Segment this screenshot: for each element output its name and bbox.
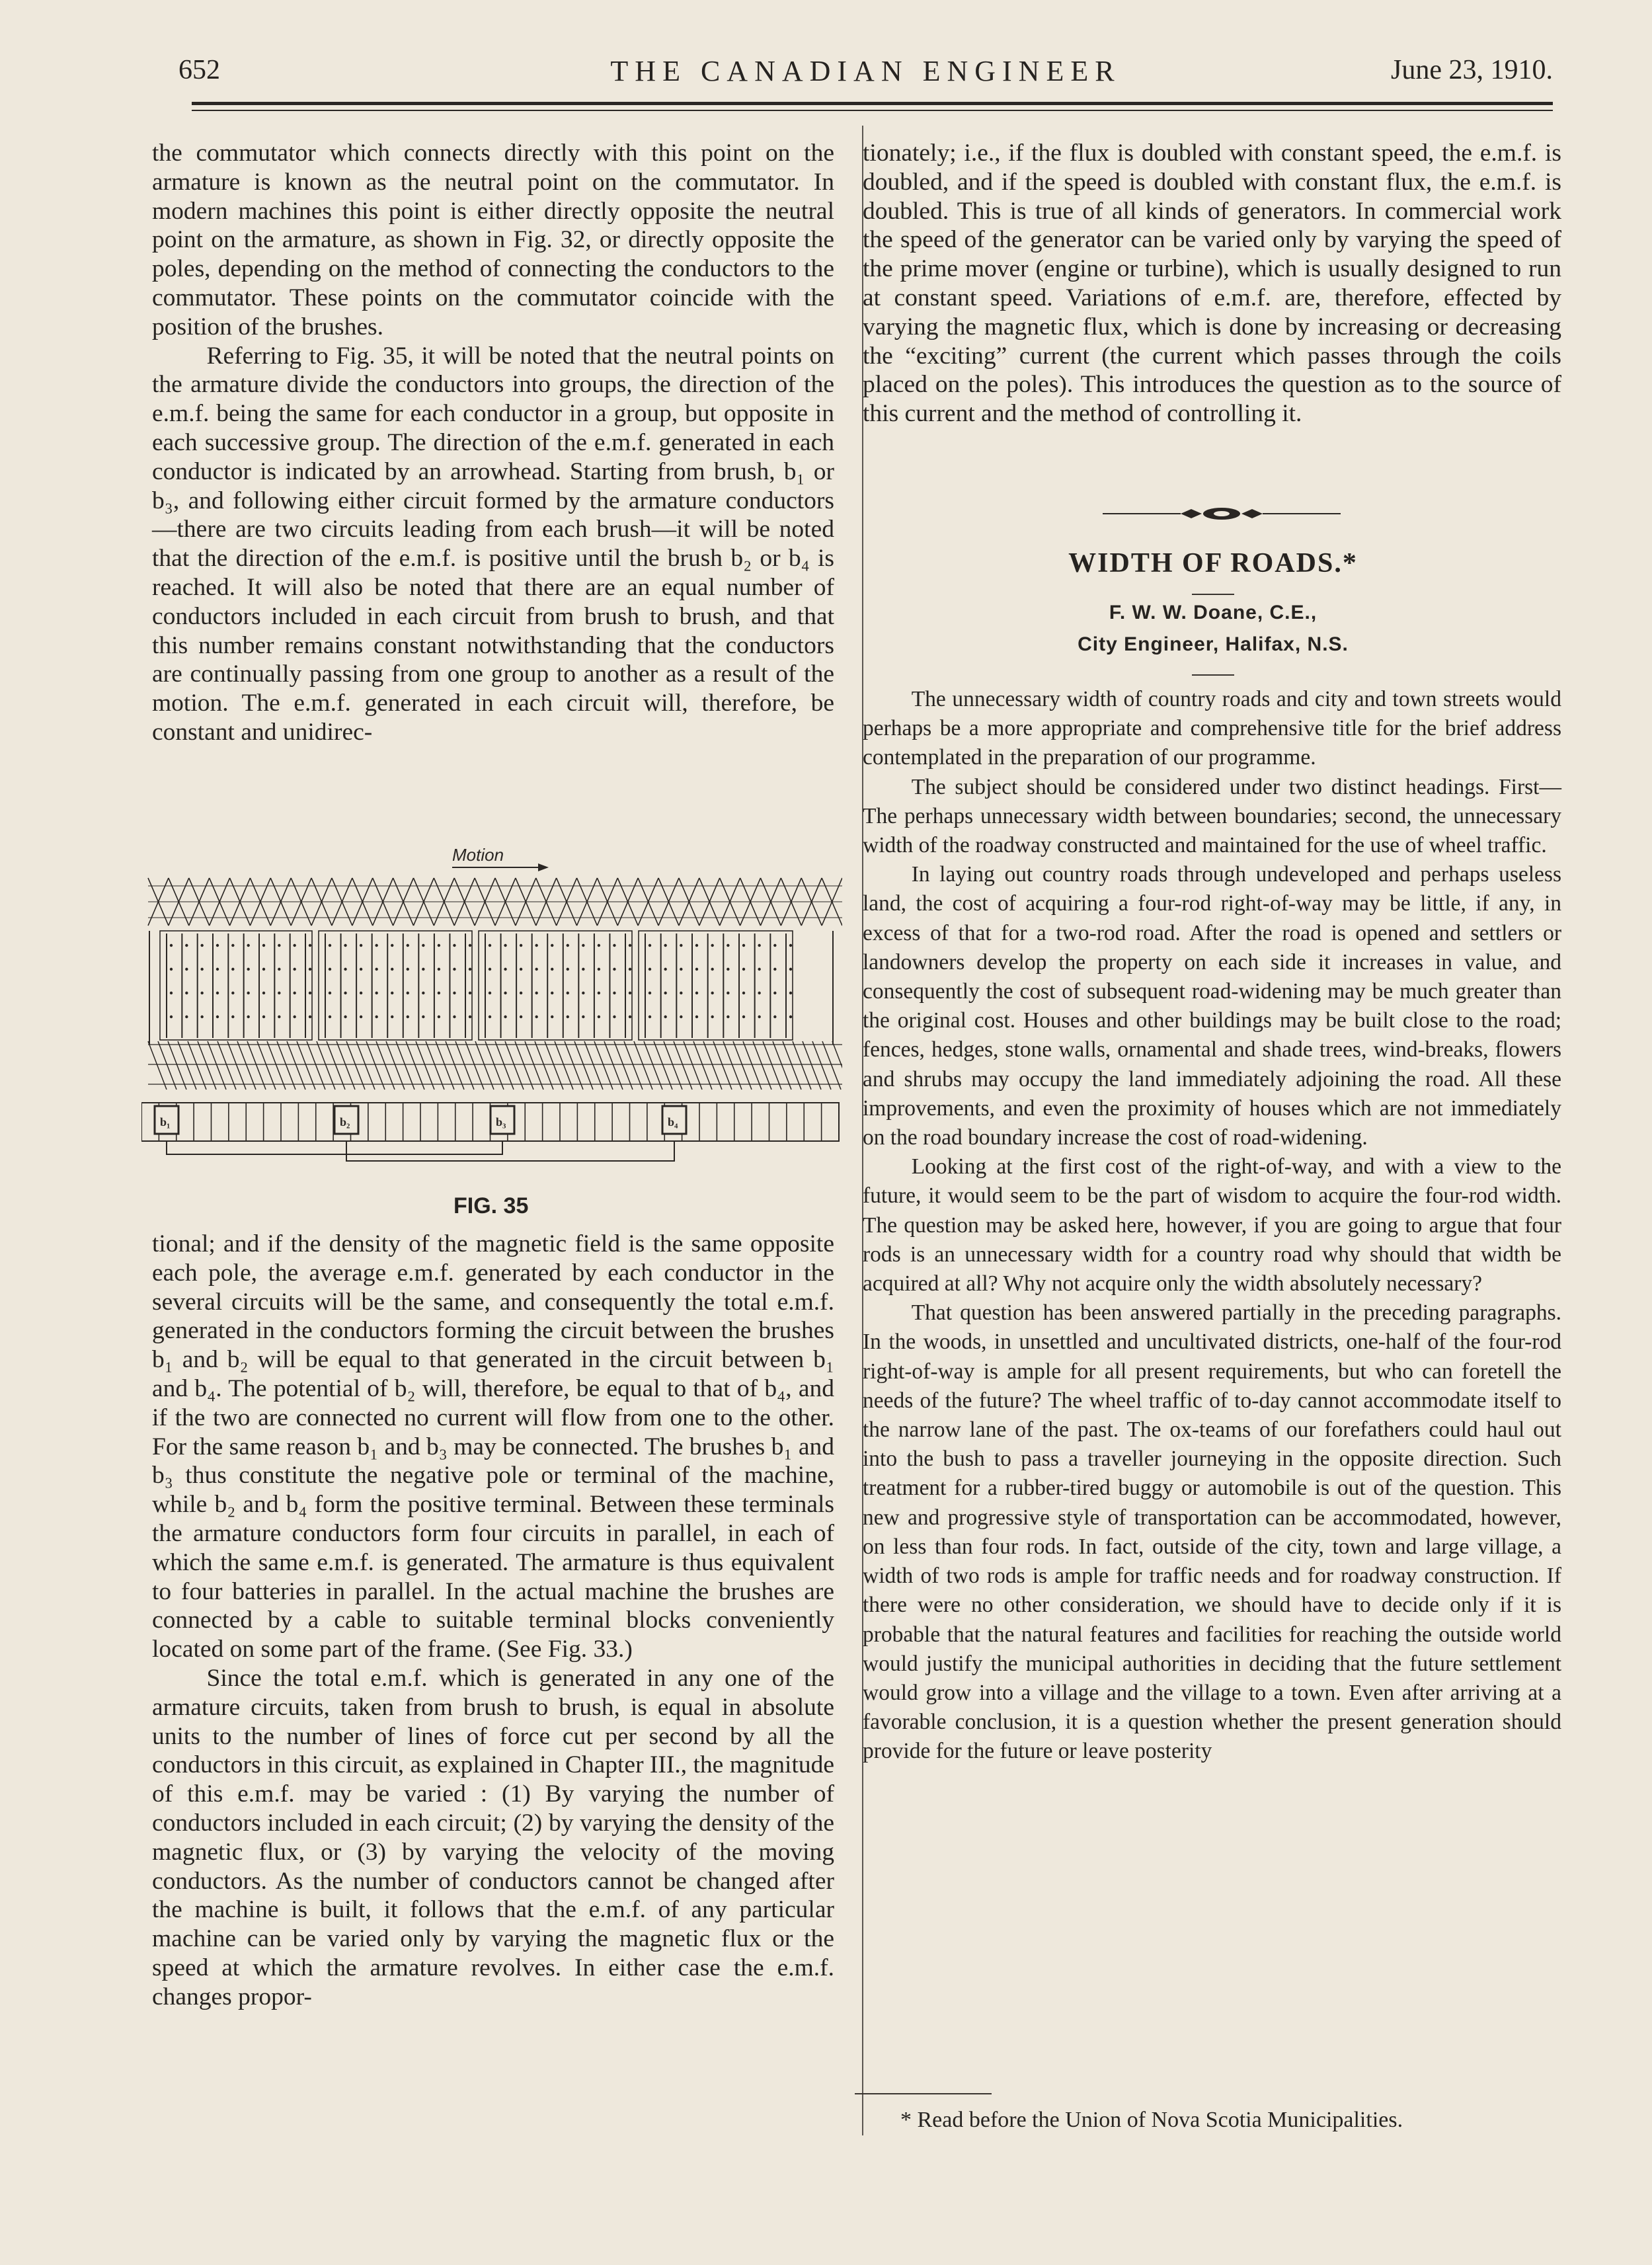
emf-direction-mark bbox=[185, 968, 188, 971]
end-connection bbox=[217, 1041, 236, 1090]
end-connection bbox=[832, 1041, 842, 1090]
end-connection bbox=[793, 1041, 811, 1090]
emf-direction-mark bbox=[422, 1015, 424, 1018]
end-connection bbox=[584, 1041, 603, 1090]
end-connection bbox=[763, 1041, 781, 1090]
emf-direction-mark bbox=[407, 1015, 409, 1018]
emf-direction-mark bbox=[231, 992, 234, 994]
emf-direction-mark bbox=[758, 1015, 760, 1018]
left-column-bottom bbox=[152, 1230, 834, 2012]
emf-direction-mark bbox=[262, 992, 265, 994]
end-connection bbox=[684, 1041, 702, 1090]
emf-direction-mark bbox=[375, 1015, 377, 1018]
emf-direction-mark bbox=[582, 992, 584, 994]
emf-direction-mark bbox=[664, 968, 666, 971]
end-connection bbox=[822, 1041, 841, 1090]
left-column-top bbox=[152, 139, 834, 747]
footnote: * Read before the Union of Nova Scotia Municipalities. bbox=[900, 2108, 1403, 2132]
emf-direction-mark bbox=[262, 1015, 265, 1018]
end-connection bbox=[436, 1041, 454, 1090]
end-connection bbox=[366, 1041, 385, 1090]
figure-35-armature-diagram bbox=[141, 846, 842, 1164]
right-column-continuation bbox=[863, 139, 1561, 428]
end-connection bbox=[485, 1041, 504, 1090]
emf-direction-mark bbox=[278, 1015, 280, 1018]
emf-direction-mark bbox=[742, 944, 745, 947]
issue-date: June 23, 1910. bbox=[1391, 55, 1553, 85]
emf-direction-mark bbox=[727, 944, 729, 947]
emf-direction-mark bbox=[489, 992, 491, 994]
end-connection bbox=[594, 1041, 613, 1090]
body-paragraph: tionately; i.e., if the flux is doubled with constant speed, the e.m.f. is doubled, and if the speed is doubled with constant flux, the e.m.f. is doubled. This is true of all kinds of generators. In commercial work the speed of the generator can be varied only by varying the speed of the prime mover (engine or turbine), which is usually designed to run at constant speed. Variations of e.m.f. are, therefore, effected by varying the magnetic flux, which is done by increasing or decreasing the “exciting” current (the current which passes through the coils placed on the poles). This introduces the question as to the source of this current and the method of controlling it. bbox=[863, 139, 1561, 428]
emf-direction-mark bbox=[649, 944, 651, 947]
emf-direction-mark bbox=[504, 1015, 506, 1018]
emf-direction-mark bbox=[438, 992, 440, 994]
brush-label: b₁ bbox=[160, 1115, 171, 1129]
emf-direction-mark bbox=[391, 968, 393, 971]
emf-direction-mark bbox=[170, 944, 173, 947]
body-paragraph: the commutator which connects directly with this point on the armature is known as the neutral point on the commutator. In modern machines this point is either directly opposite the neutral point on the armature, as shown in Fig. 32, or directly opposite the poles, depending on the method of connecting the conductors to the commutator. These points on the commutator coincide with the position of the brushes. bbox=[152, 139, 834, 340]
emf-direction-mark bbox=[773, 1015, 776, 1018]
page-header bbox=[178, 54, 1553, 100]
end-connection bbox=[297, 1041, 315, 1090]
emf-direction-mark bbox=[469, 944, 471, 947]
end-connection bbox=[654, 1041, 672, 1090]
end-connection bbox=[664, 1041, 682, 1090]
emf-direction-mark bbox=[629, 992, 631, 994]
emf-direction-mark bbox=[504, 992, 506, 994]
end-connection bbox=[773, 1041, 791, 1090]
emf-direction-mark bbox=[535, 1015, 537, 1018]
emf-direction-mark bbox=[185, 944, 188, 947]
emf-direction-mark bbox=[438, 1015, 440, 1018]
emf-direction-mark bbox=[344, 1015, 346, 1018]
end-connection bbox=[614, 1041, 633, 1090]
end-connection bbox=[465, 1041, 484, 1090]
emf-direction-mark bbox=[309, 1015, 311, 1018]
end-connection bbox=[376, 1041, 395, 1090]
end-connection bbox=[247, 1041, 266, 1090]
emf-direction-mark bbox=[469, 968, 471, 971]
page-number: 652 bbox=[178, 55, 220, 85]
armature-winding-diagram bbox=[141, 846, 842, 1164]
end-connection bbox=[277, 1041, 295, 1090]
emf-direction-mark bbox=[329, 968, 331, 971]
emf-direction-mark bbox=[185, 992, 188, 994]
emf-direction-mark bbox=[680, 992, 682, 994]
end-connection bbox=[406, 1041, 424, 1090]
emf-direction-mark bbox=[262, 968, 265, 971]
emf-direction-mark bbox=[360, 1015, 362, 1018]
emf-direction-mark bbox=[789, 968, 792, 971]
emf-direction-mark bbox=[567, 944, 569, 947]
emf-direction-mark bbox=[453, 1015, 455, 1018]
emf-direction-mark bbox=[711, 968, 713, 971]
emf-direction-mark bbox=[613, 944, 615, 947]
emf-direction-mark bbox=[200, 968, 203, 971]
emf-direction-mark bbox=[758, 992, 760, 994]
emf-direction-mark bbox=[504, 968, 506, 971]
end-connection bbox=[604, 1041, 623, 1090]
emf-direction-mark bbox=[170, 968, 173, 971]
end-connection bbox=[535, 1041, 553, 1090]
pole-group bbox=[639, 931, 793, 1040]
emf-direction-mark bbox=[247, 1015, 249, 1018]
end-connection bbox=[545, 1041, 563, 1090]
end-connection bbox=[525, 1041, 543, 1090]
end-connection bbox=[227, 1041, 246, 1090]
emf-direction-mark bbox=[551, 1015, 553, 1018]
article-paragraph: Looking at the first cost of the right-of-way, and with a view to the future, it would seem to be the part of wisdom to acquire the four-rod width. The question may be asked here, however, if you are going to argue that four rods is an unnecessary width for a country road why should that width be acquired at all? Why not acquire only the width absolutely necessary? bbox=[863, 1154, 1561, 1296]
emf-direction-mark bbox=[262, 944, 265, 947]
emf-direction-mark bbox=[200, 944, 203, 947]
emf-direction-mark bbox=[758, 944, 760, 947]
end-connection bbox=[237, 1041, 256, 1090]
article-body bbox=[863, 685, 1561, 1767]
emf-direction-mark bbox=[216, 1015, 219, 1018]
emf-direction-mark bbox=[773, 968, 776, 971]
footnote-rule bbox=[855, 2093, 992, 2094]
title-rule bbox=[1192, 594, 1234, 595]
emf-direction-mark bbox=[278, 992, 280, 994]
article-paragraph: The subject should be considered under two distinct headings. First—The perhaps unnecessary width between boundaries; second, the unnecessary width of the roadway constructed and maintained for the use of wheel traffic. bbox=[863, 774, 1561, 858]
end-connection bbox=[674, 1041, 692, 1090]
emf-direction-mark bbox=[407, 992, 409, 994]
emf-direction-mark bbox=[200, 1015, 203, 1018]
end-connection bbox=[565, 1041, 583, 1090]
end-connection bbox=[416, 1041, 434, 1090]
emf-direction-mark bbox=[247, 944, 249, 947]
emf-direction-mark bbox=[789, 992, 792, 994]
emf-direction-mark bbox=[629, 944, 631, 947]
brush-label: b₂ bbox=[340, 1115, 350, 1129]
emf-direction-mark bbox=[422, 992, 424, 994]
emf-direction-mark bbox=[309, 968, 311, 971]
emf-direction-mark bbox=[438, 968, 440, 971]
article-paragraph: That question has been answered partially in the preceding paragraphs. In the woods, in unsettled and uncultivated districts, one-half of the four-rod right-of-way is ample for all present requirements, but who can foretell the needs of the future? The wheel traffic of to-day cannot accommodate itself to the narrow lane of the past. The ox-teams of our forefathers could haul out into the bush to pass a traveller journeying in the opposite direction. Such treatment for a rubber-tired buggy or automobile is out of the question. This new and progressive style of transportation can be accommodated, however, on less than four rods. In fact, outside of the city, town and large village, a width of two rods is ample for traffic needs and for roadway construction. If there were no other consideration, we should have to decide only if it is probable that the natural features and facilities for reaching the outside world would justify the municipal authorities in deciding that the future settlement would grow into a village and the village to a town. Even after arriving at a favorable conclusion, it is a question whether the present generation should provide for the future or leave posterity bbox=[863, 1300, 1561, 1764]
end-connection bbox=[753, 1041, 771, 1090]
emf-direction-mark bbox=[309, 992, 311, 994]
figure-caption: FIG. 35 bbox=[453, 1193, 529, 1218]
end-connection bbox=[257, 1041, 276, 1090]
emf-direction-mark bbox=[742, 992, 745, 994]
emf-direction-mark bbox=[391, 944, 393, 947]
emf-direction-mark bbox=[520, 968, 522, 971]
emf-direction-mark bbox=[360, 992, 362, 994]
motion-label: Motion bbox=[452, 846, 504, 865]
emf-direction-mark bbox=[375, 992, 377, 994]
end-connection bbox=[307, 1041, 325, 1090]
emf-direction-mark bbox=[309, 944, 311, 947]
emf-direction-mark bbox=[582, 944, 584, 947]
emf-direction-mark bbox=[170, 1015, 173, 1018]
pole-group bbox=[319, 931, 472, 1040]
header-rule-thick bbox=[192, 102, 1553, 105]
emf-direction-mark bbox=[535, 968, 537, 971]
pole-group bbox=[160, 931, 312, 1040]
end-connection bbox=[455, 1041, 474, 1090]
emf-direction-mark bbox=[391, 1015, 393, 1018]
emf-direction-mark bbox=[551, 992, 553, 994]
emf-direction-mark bbox=[613, 968, 615, 971]
emf-direction-mark bbox=[504, 944, 506, 947]
emf-direction-mark bbox=[789, 944, 792, 947]
emf-direction-mark bbox=[582, 968, 584, 971]
emf-direction-mark bbox=[278, 944, 280, 947]
byline-rule bbox=[1192, 674, 1234, 676]
emf-direction-mark bbox=[170, 992, 173, 994]
emf-direction-mark bbox=[727, 992, 729, 994]
emf-direction-mark bbox=[391, 992, 393, 994]
brush-label: b₄ bbox=[668, 1115, 678, 1129]
header-rule-thin bbox=[192, 110, 1553, 111]
end-connection bbox=[188, 1041, 206, 1090]
emf-direction-mark bbox=[438, 944, 440, 947]
emf-direction-mark bbox=[231, 968, 234, 971]
emf-direction-mark bbox=[344, 968, 346, 971]
section-ornament bbox=[1103, 504, 1341, 524]
body-paragraph: tional; and if the density of the magnetic field is the same opposite each pole, the average e.m.f. generated by each conductor in the several circuits will be the same, and consequently the total e.m.f. generated in the conductors forming the circuit between the brushes b₁ and b₂ will be equal to that generated in the circuit between b₁ and b₄. The potential of b₂ will, therefore, be equal to that of b₄, and if the two are connected no current will flow from one to the other. For the same reason b₁ and b₃ may be connected. The brushes b₁ and b₃ thus constitute the negative pole or terminal of the machine, while b₂ and b₄ form the positive terminal. Between these terminals the armature conductors form four circuits in parallel, in each of which the same e.m.f. is generated. The armature is thus equivalent to four batteries in parallel. In the actual machine the brushes are connected by a cable to suitable terminal blocks conveniently located on some part of the frame. (See Fig. 33.) bbox=[152, 1230, 834, 1663]
brush-cable bbox=[167, 1141, 502, 1154]
emf-direction-mark bbox=[293, 1015, 295, 1018]
end-connection bbox=[158, 1041, 177, 1090]
emf-direction-mark bbox=[773, 992, 776, 994]
emf-direction-mark bbox=[742, 968, 745, 971]
emf-direction-mark bbox=[613, 1015, 615, 1018]
end-connection bbox=[446, 1041, 464, 1090]
end-connection bbox=[317, 1041, 335, 1090]
emf-direction-mark bbox=[344, 944, 346, 947]
emf-direction-mark bbox=[773, 944, 776, 947]
emf-direction-mark bbox=[711, 992, 713, 994]
body-paragraph: Referring to Fig. 35, it will be noted that the neutral points on the armature divide the conductors into groups, the direction of the e.m.f. being the same for each conductor in a group, but opposite in each successive group. The direction of the e.m.f. generated in each conductor is indicated by an arrowhead. Starting from brush, b₁ or b₃, and following either circuit formed by the armature conductors—there are two circuits leading from each brush—it will be noted that the direction of the e.m.f. is positive until the brush b₂ or b₄ is reached. It will also be noted that there are an equal number of conductors included in each circuit from brush to brush, and that this number remains constant notwithstanding that the conductors are continually passing from one group to another as a result of the motion. The e.m.f. generated in each circuit will, therefore, be constant and unidirec- bbox=[152, 342, 834, 746]
emf-direction-mark bbox=[293, 968, 295, 971]
end-connection bbox=[644, 1041, 662, 1090]
emf-direction-mark bbox=[422, 968, 424, 971]
emf-direction-mark bbox=[664, 944, 666, 947]
end-connection bbox=[178, 1041, 196, 1090]
body-paragraph: Since the total e.m.f. which is generated in any one of the armature circuits, taken from brush to brush, is equal in absolute units to the number of lines of force cut per second by all the conductors in this circuit, as explained in Chapter III., the magnitude of this e.m.f. may be varied : (1) By varying the number of conductors included in each circuit; (2) by varying the density of the magnetic flux, or (3) by varying the velocity of the moving conductors. As the number of conductors cannot be changed after the machine is built, it follows that the e.m.f. of any particular machine can be varied only by varying the magnetic flux or the speed at which the armature revolves. In either case the e.m.f. changes propor- bbox=[152, 1664, 835, 2010]
emf-direction-mark bbox=[629, 968, 631, 971]
emf-direction-mark bbox=[629, 1015, 631, 1018]
end-connection bbox=[287, 1041, 305, 1090]
emf-direction-mark bbox=[789, 1015, 792, 1018]
emf-direction-mark bbox=[649, 1015, 651, 1018]
emf-direction-mark bbox=[329, 944, 331, 947]
end-connection bbox=[336, 1041, 355, 1090]
article-title: WIDTH OF ROADS.* bbox=[1068, 548, 1358, 578]
emf-direction-mark bbox=[649, 968, 651, 971]
end-connection bbox=[356, 1041, 375, 1090]
end-connection bbox=[148, 1041, 167, 1090]
emf-direction-mark bbox=[469, 992, 471, 994]
emf-direction-mark bbox=[664, 1015, 666, 1018]
emf-direction-mark bbox=[664, 992, 666, 994]
end-connection bbox=[327, 1041, 345, 1090]
end-connection bbox=[515, 1041, 533, 1090]
emf-direction-mark bbox=[453, 944, 455, 947]
end-connection bbox=[783, 1041, 801, 1090]
emf-direction-mark bbox=[695, 944, 698, 947]
emf-direction-mark bbox=[489, 968, 491, 971]
end-connection bbox=[386, 1041, 405, 1090]
emf-direction-mark bbox=[216, 968, 219, 971]
emf-direction-mark bbox=[695, 968, 698, 971]
emf-direction-mark bbox=[360, 968, 362, 971]
end-connection bbox=[267, 1041, 286, 1090]
author-title: City Engineer, Halifax, N.S. bbox=[1078, 633, 1349, 655]
emf-direction-mark bbox=[293, 944, 295, 947]
emf-direction-mark bbox=[231, 1015, 234, 1018]
emf-direction-mark bbox=[680, 968, 682, 971]
end-connection bbox=[198, 1041, 216, 1090]
brush-label: b₃ bbox=[496, 1115, 506, 1129]
emf-direction-mark bbox=[407, 968, 409, 971]
emf-direction-mark bbox=[680, 944, 682, 947]
end-connection bbox=[733, 1041, 752, 1090]
emf-direction-mark bbox=[329, 992, 331, 994]
emf-direction-mark bbox=[535, 944, 537, 947]
emf-direction-mark bbox=[520, 1015, 522, 1018]
emf-direction-mark bbox=[344, 992, 346, 994]
emf-direction-mark bbox=[680, 1015, 682, 1018]
emf-direction-mark bbox=[727, 1015, 729, 1018]
emf-direction-mark bbox=[453, 992, 455, 994]
emf-direction-mark bbox=[278, 968, 280, 971]
emf-direction-mark bbox=[375, 944, 377, 947]
emf-direction-mark bbox=[649, 992, 651, 994]
emf-direction-mark bbox=[453, 968, 455, 971]
emf-direction-mark bbox=[293, 992, 295, 994]
emf-direction-mark bbox=[567, 992, 569, 994]
emf-direction-mark bbox=[489, 1015, 491, 1018]
brush-cable bbox=[346, 1141, 674, 1161]
end-connection bbox=[426, 1041, 444, 1090]
emf-direction-mark bbox=[551, 944, 553, 947]
end-connection bbox=[346, 1041, 365, 1090]
emf-direction-mark bbox=[422, 944, 424, 947]
emf-direction-mark bbox=[231, 944, 234, 947]
emf-direction-mark bbox=[598, 944, 600, 947]
emf-direction-mark bbox=[598, 1015, 600, 1018]
end-connection bbox=[475, 1041, 494, 1090]
emf-direction-mark bbox=[613, 992, 615, 994]
emf-direction-mark bbox=[711, 1015, 713, 1018]
end-connection bbox=[505, 1041, 524, 1090]
author-name: F. W. W. Doane, C.E., bbox=[1109, 602, 1318, 623]
emf-direction-mark bbox=[520, 992, 522, 994]
emf-direction-mark bbox=[695, 1015, 698, 1018]
end-connection bbox=[713, 1041, 732, 1090]
end-connection bbox=[168, 1041, 186, 1090]
emf-direction-mark bbox=[216, 944, 219, 947]
emf-direction-mark bbox=[711, 944, 713, 947]
emf-direction-mark bbox=[200, 992, 203, 994]
end-connection bbox=[634, 1041, 652, 1090]
end-connection bbox=[803, 1041, 821, 1090]
emf-direction-mark bbox=[375, 968, 377, 971]
end-connection bbox=[574, 1041, 593, 1090]
end-connection bbox=[812, 1041, 831, 1090]
emf-direction-mark bbox=[758, 968, 760, 971]
emf-direction-mark bbox=[551, 968, 553, 971]
end-connection bbox=[555, 1041, 573, 1090]
emf-direction-mark bbox=[727, 968, 729, 971]
emf-direction-mark bbox=[360, 944, 362, 947]
emf-direction-mark bbox=[742, 1015, 745, 1018]
motion-arrowhead bbox=[538, 863, 549, 871]
emf-direction-mark bbox=[567, 1015, 569, 1018]
emf-direction-mark bbox=[535, 992, 537, 994]
journal-title: THE CANADIAN ENGINEER bbox=[610, 55, 1121, 87]
emf-direction-mark bbox=[520, 944, 522, 947]
end-connection bbox=[723, 1041, 742, 1090]
emf-direction-mark bbox=[407, 944, 409, 947]
emf-direction-mark bbox=[695, 992, 698, 994]
emf-direction-mark bbox=[469, 1015, 471, 1018]
emf-direction-mark bbox=[216, 992, 219, 994]
end-connection bbox=[208, 1041, 226, 1090]
end-connection bbox=[396, 1041, 414, 1090]
emf-direction-mark bbox=[329, 1015, 331, 1018]
end-connection bbox=[693, 1041, 712, 1090]
article-paragraph: The unnecessary width of country roads and city and town streets would perhaps be a more appropriate and comprehensive title for the brief address contemplated in the preparation of our programme. bbox=[863, 687, 1561, 770]
emf-direction-mark bbox=[598, 992, 600, 994]
end-connection bbox=[743, 1041, 762, 1090]
end-connection bbox=[624, 1041, 643, 1090]
emf-direction-mark bbox=[582, 1015, 584, 1018]
end-connection bbox=[495, 1041, 514, 1090]
end-connection bbox=[703, 1041, 722, 1090]
pole-group bbox=[479, 931, 632, 1040]
emf-direction-mark bbox=[567, 968, 569, 971]
emf-direction-mark bbox=[489, 944, 491, 947]
emf-direction-mark bbox=[247, 992, 249, 994]
emf-direction-mark bbox=[185, 1015, 188, 1018]
article-paragraph: In laying out country roads through undeveloped and perhaps useless land, the cost of acquiring a four-rod right-of-way may be little, if any, in excess of that for a two-rod road. After the road is opened and settlers or landowners develop the property on each side it increases in value, and consequently the cost of subsequent road-widening may be much greater than the original cost. Houses and other buildings may be built close to the road; fences, hedges, stone walls, ornamental and shade trees, wind-breaks, flowers and shrubs may occupy the land immediately adjoining the road. All these improvements, and even the proximity of houses which are not immediately on the road boundary increase the cost of road-widening. bbox=[863, 862, 1561, 1150]
emf-direction-mark bbox=[598, 968, 600, 971]
emf-direction-mark bbox=[247, 968, 249, 971]
